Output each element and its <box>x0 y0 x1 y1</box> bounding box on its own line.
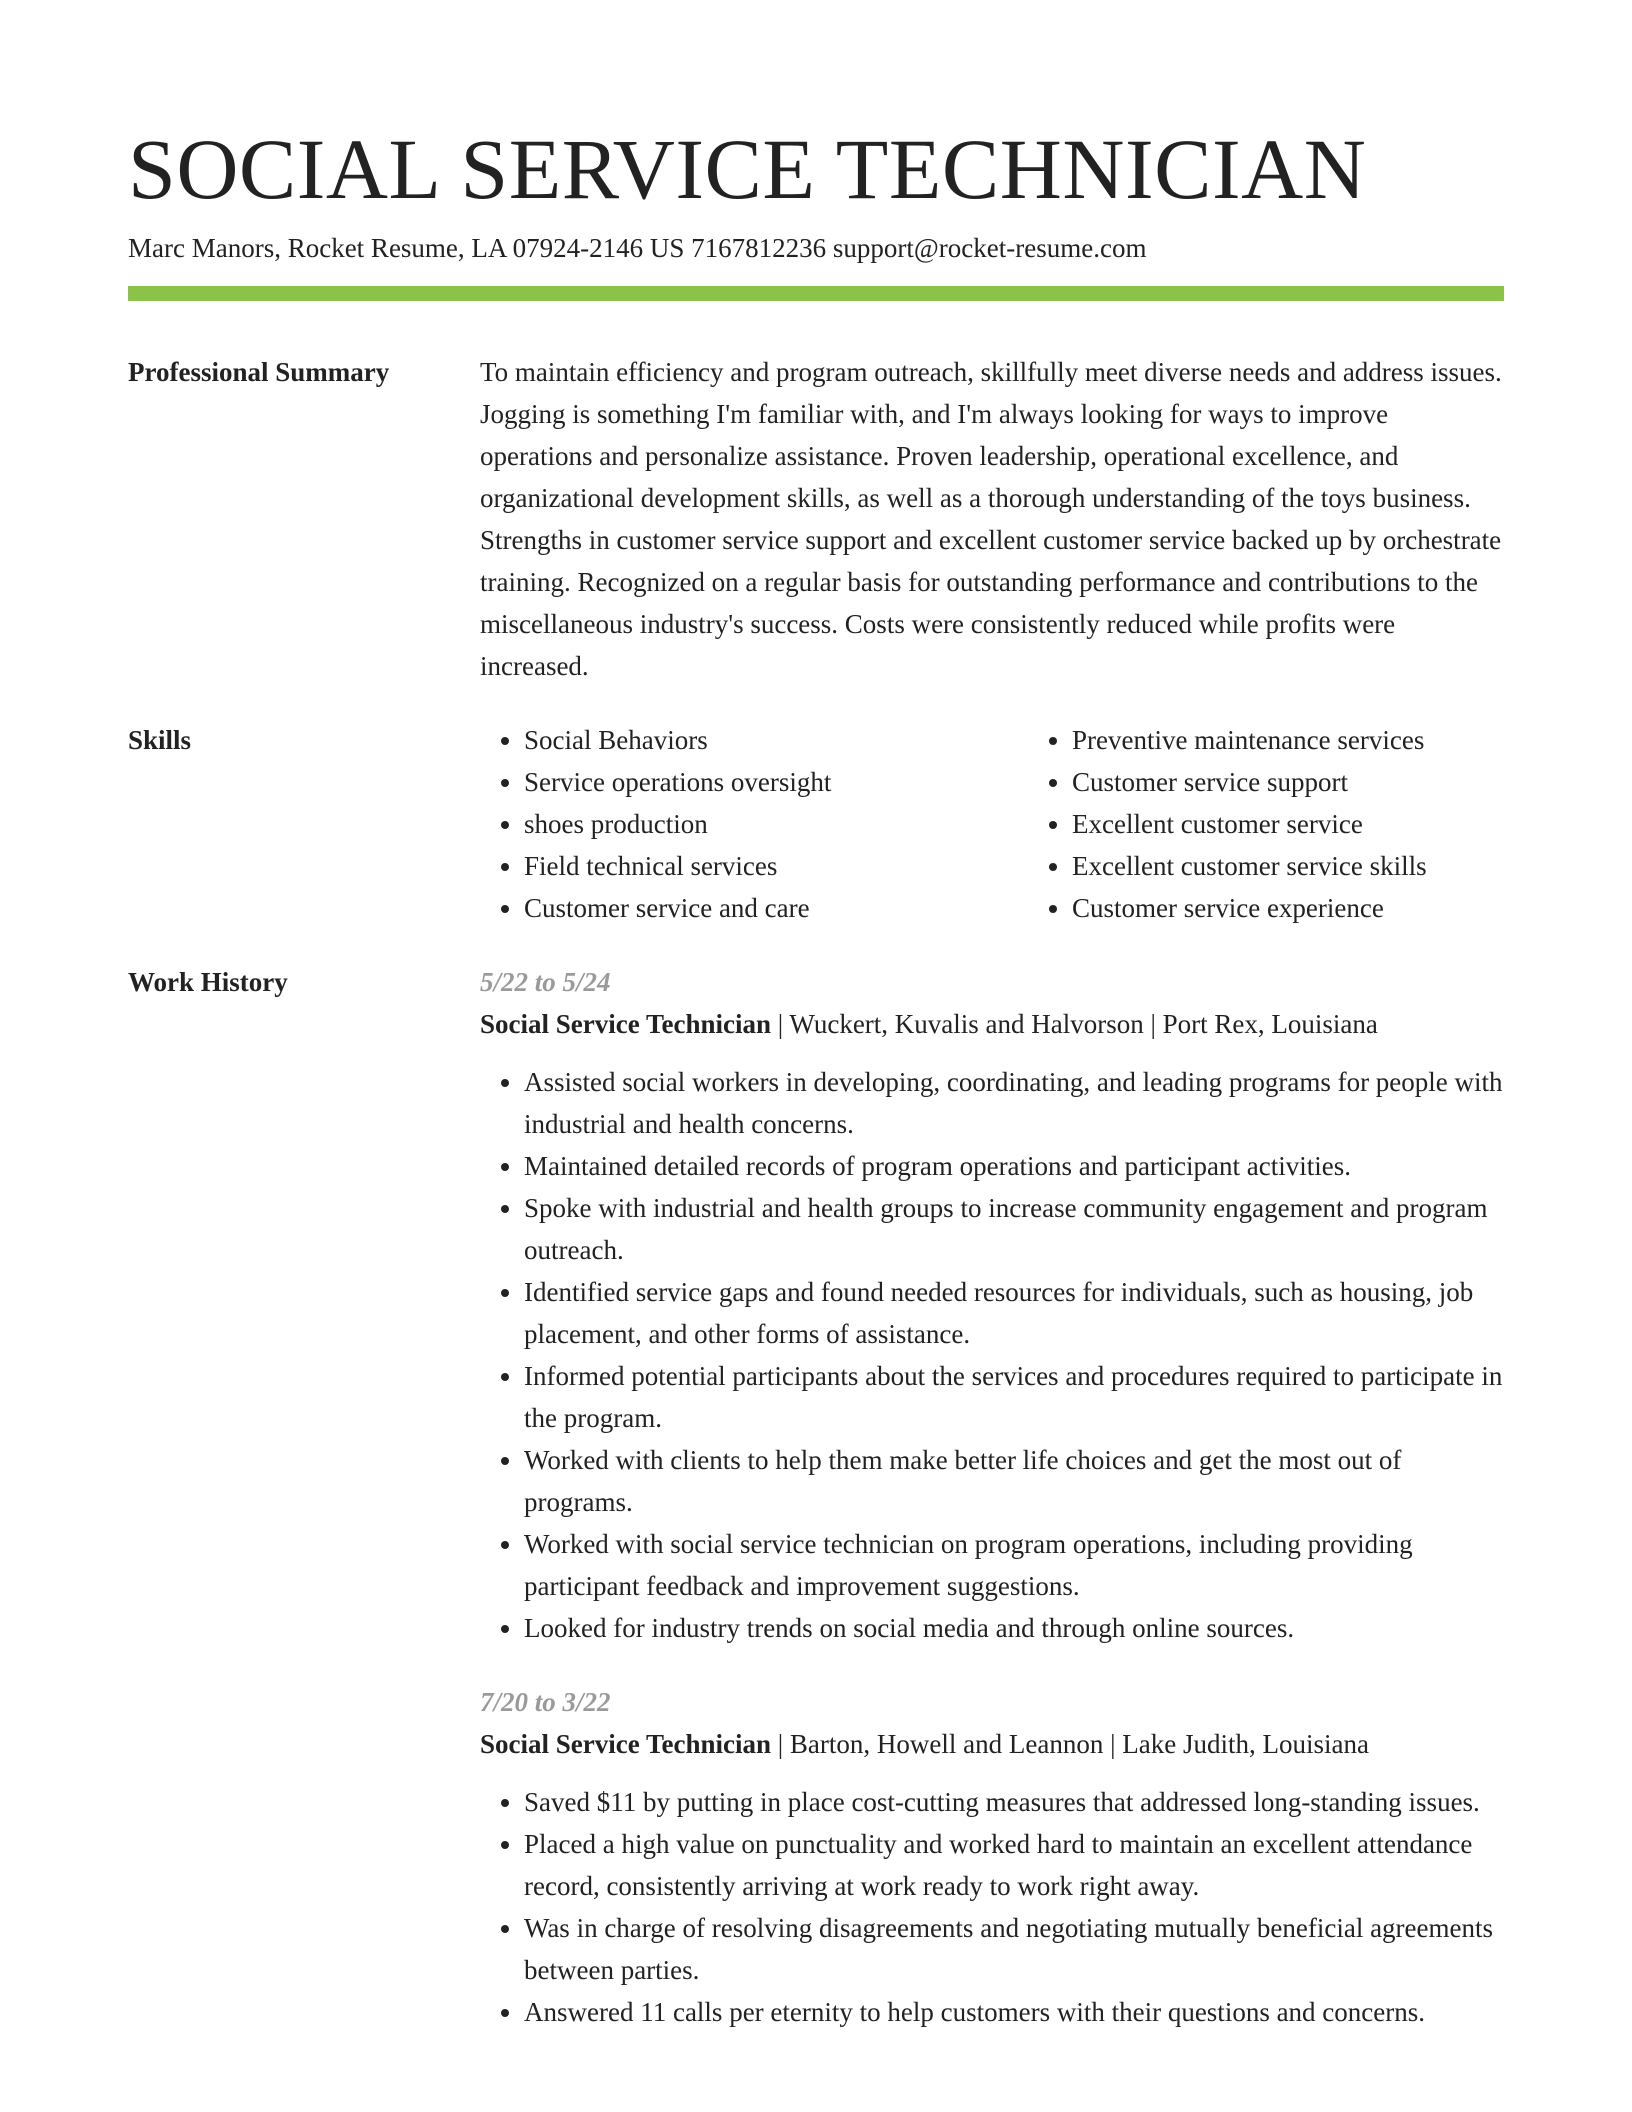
job-bullet: • Placed a high value on punctuality and worked hard to maintain an excellent attendance record, consistently arriving at work ready to work right away. <box>524 1823 1504 1907</box>
job-bullets <box>480 1061 1504 1649</box>
skill-item: • Excellent customer service skills <box>1072 845 1504 887</box>
skill-item: • Preventive maintenance services <box>1072 719 1504 761</box>
skill-item: • Field technical services <box>524 845 1028 887</box>
skill-item: • Customer service support <box>1072 761 1504 803</box>
professional-summary-section <box>128 351 1504 687</box>
skills-list-left <box>480 719 1028 929</box>
job-bullets <box>480 1781 1504 2033</box>
job-bullet: • Assisted social workers in developing, coordinating, and leading programs for people with industrial and health concerns. <box>524 1061 1504 1145</box>
job-bullet: • Identified service gaps and found needed resources for individuals, such as housing, job placement, and other forms of assistance. <box>524 1271 1504 1355</box>
job-title: Social Service Technician <box>480 1729 772 1759</box>
job-bullet: • Worked with social service technician on program operations, including providing participant feedback and improvement suggestions. <box>524 1523 1504 1607</box>
skill-item: • Service operations oversight <box>524 761 1028 803</box>
job-heading <box>480 1003 1504 1045</box>
job-entry <box>480 1681 1504 2033</box>
job-employer-location: | Wuckert, Kuvalis and Halvorson | Port Rex, Louisiana <box>771 1009 1378 1039</box>
job-bullet: • Spoke with industrial and health groups to increase community engagement and program outreach. <box>524 1187 1504 1271</box>
job-bullet: • Worked with clients to help them make better life choices and get the most out of programs. <box>524 1439 1504 1523</box>
job-bullet: • Maintained detailed records of program operations and participant activities. <box>524 1145 1504 1187</box>
section-label: Professional Summary <box>128 357 390 387</box>
section-label: Work History <box>128 967 288 997</box>
job-employer-location: | Barton, Howell and Leannon | Lake Judith, Louisiana <box>771 1729 1369 1759</box>
skill-item: • Customer service and care <box>524 887 1028 929</box>
skill-item: • Customer service experience <box>1072 887 1504 929</box>
skills-columns <box>480 719 1504 929</box>
contact-line: Marc Manors, Rocket Resume, LA 07924-2146 US 7167812236 support@rocket-resume.com <box>128 233 1147 263</box>
job-bullet: • Looked for industry trends on social media and through online sources. <box>524 1607 1504 1649</box>
section-label: Skills <box>128 725 192 755</box>
job-bullet: • Informed potential participants about the services and procedures required to participate in the program. <box>524 1355 1504 1439</box>
skills-list-right <box>1028 719 1504 929</box>
job-bullet: • Answered 11 calls per eternity to help customers with their questions and concerns. <box>524 1991 1504 2033</box>
skills-section <box>128 719 1504 929</box>
resume-title: SOCIAL SERVICE TECHNICIAN <box>128 121 1367 217</box>
job-dates: 5/22 to 5/24 <box>480 967 611 997</box>
job-bullet: • Saved $11 by putting in place cost-cutting measures that addressed long-standing issues. <box>524 1781 1504 1823</box>
summary-text: To maintain efficiency and program outreach, skillfully meet diverse needs and address issues. Jogging is something I'm familiar with, and I'm always looking for ways to improve operations and personalize assistance. Proven leadership, operational excellence, and organizational development skills, as well as a thorough understanding of the toys business. Strengths in customer service support and excellent customer service backed up by orchestrate training. Recognized on a regular basis for outstanding performance and contributions to the miscellaneous industry's success. Costs were consistently reduced while profits were increased. <box>480 357 1502 681</box>
skill-item: • Excellent customer service <box>1072 803 1504 845</box>
job-title: Social Service Technician <box>480 1009 772 1039</box>
job-bullet: • Was in charge of resolving disagreements and negotiating mutually beneficial agreements between parties. <box>524 1907 1504 1991</box>
work-history-section <box>128 961 1504 2033</box>
skill-item: • shoes production <box>524 803 1028 845</box>
job-dates: 7/20 to 3/22 <box>480 1687 611 1717</box>
work-history-body <box>480 961 1504 2033</box>
header-divider <box>128 286 1504 301</box>
job-heading <box>480 1723 1504 1765</box>
resume-page <box>128 120 1504 2033</box>
skill-item: • Social Behaviors <box>524 719 1028 761</box>
job-entry <box>480 961 1504 1649</box>
